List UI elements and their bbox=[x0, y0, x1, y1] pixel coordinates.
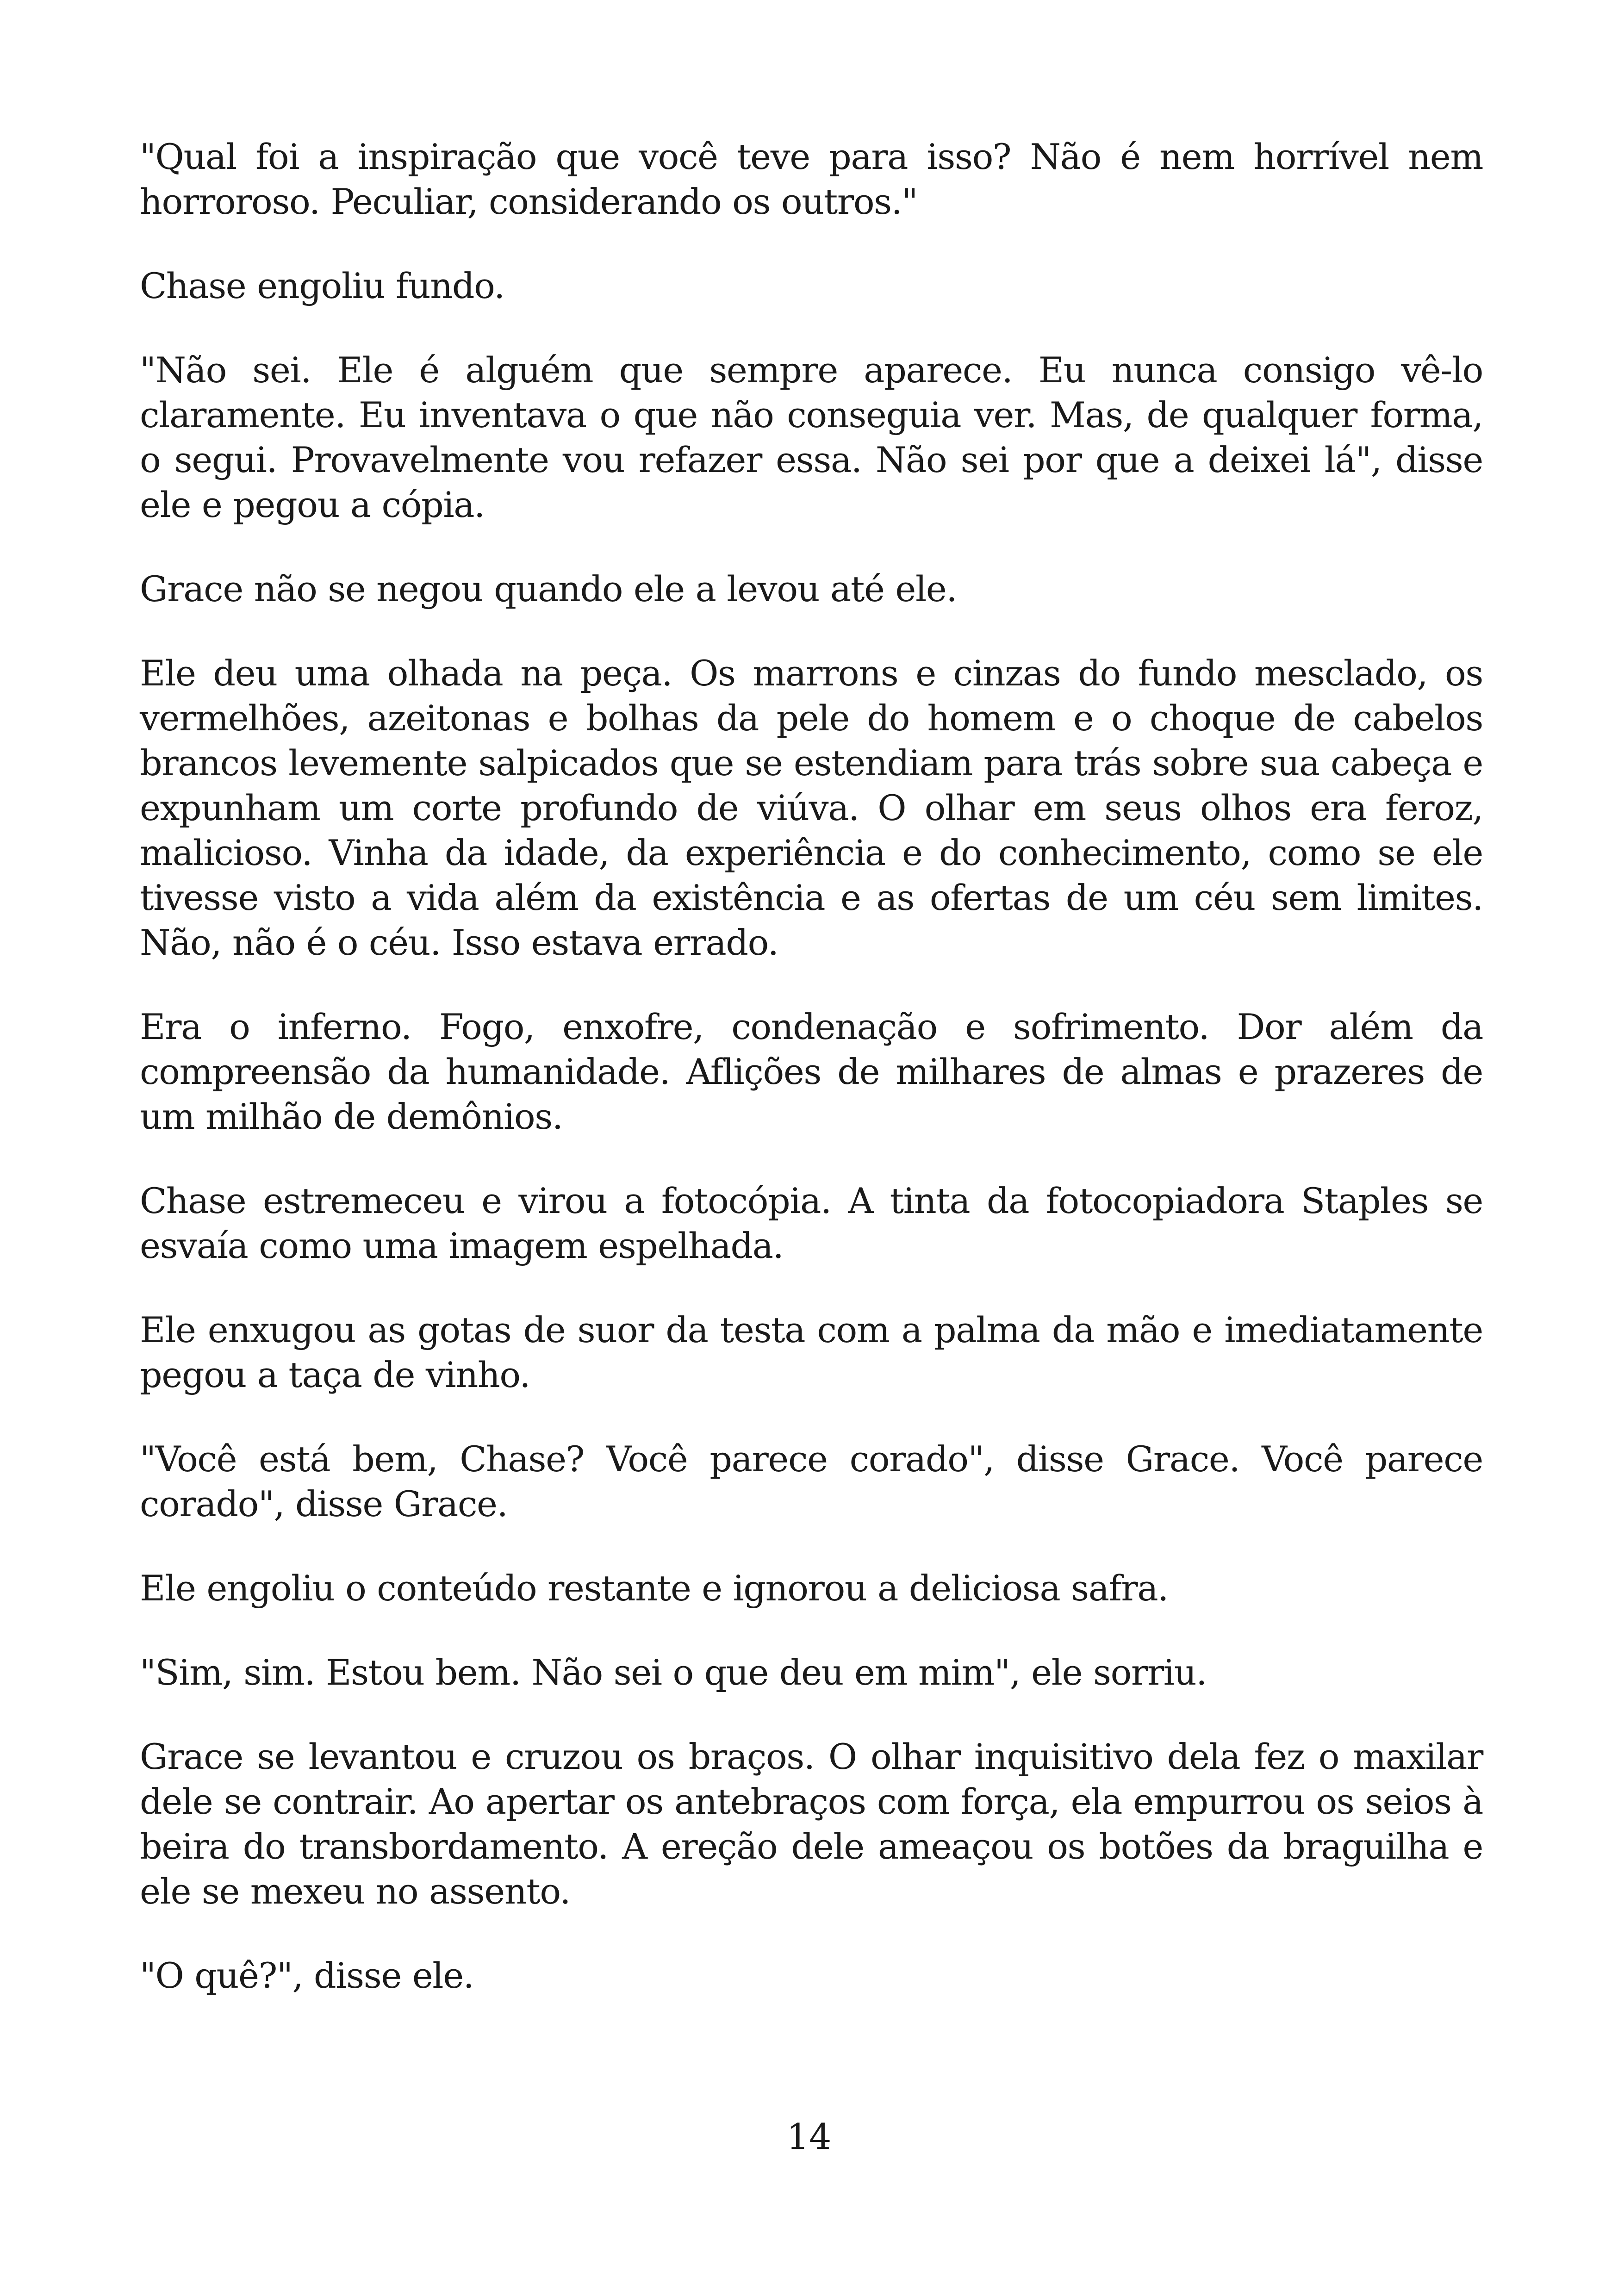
page-body bbox=[140, 134, 1483, 2037]
paragraph-13: "O quê?", disse ele. bbox=[140, 1955, 474, 1996]
paragraph-10: Ele engoliu o conteúdo restante e ignorou a deliciosa safra. bbox=[140, 1568, 1168, 1609]
paragraph-7: Chase estremeceu e virou a fotocópia. A tinta da fotocopiadora Staples se esvaía como uma imagem espelhada. bbox=[140, 1180, 1483, 1266]
page-number: 14 bbox=[786, 2116, 832, 2157]
paragraph-3: "Não sei. Ele é alguém que sempre aparece. Eu nunca consigo vê-lo claramente. Eu inventava o que não conseguia ver. Mas, de qualquer forma, o segui. Provavelmente vou refazer essa. Não sei por que a deixei lá", disse ele e pegou a cópia. bbox=[140, 349, 1483, 525]
paragraph-9: "Você está bem, Chase? Você parece corado", disse Grace. Você parece corado", disse Grace. bbox=[140, 1438, 1483, 1524]
paragraph-5: Ele deu uma olhada na peça. Os marrons e cinzas do fundo mesclado, os vermelhões, azeitonas e bolhas da pele do homem e o choque de cabelos brancos levemente salpicados que se estendiam para trás sobre sua cabeça e expunham um corte profundo de viúva. O olhar em seus olhos era feroz, malicioso. Vinha da idade, da experiência e do conhecimento, como se ele tivesse visto a vida além da existência e as ofertas de um céu sem limites. Não, não é o céu. Isso estava errado. bbox=[140, 653, 1483, 963]
paragraph-4: Grace não se negou quando ele a levou até ele. bbox=[140, 568, 957, 610]
paragraph-6: Era o inferno. Fogo, enxofre, condenação e sofrimento. Dor além da compreensão da humanidade. Aflições de milhares de almas e prazeres de um milhão de demônios. bbox=[140, 1006, 1483, 1137]
paragraph-8: Ele enxugou as gotas de suor da testa com a palma da mão e imediatamente pegou a taça de vinho. bbox=[140, 1309, 1483, 1395]
paragraph-11: "Sim, sim. Estou bem. Não sei o que deu em mim", ele sorriu. bbox=[140, 1652, 1207, 1693]
paragraph-1: "Qual foi a inspiração que você teve para isso? Não é nem horrível nem horroroso. Peculiar, considerando os outros." bbox=[140, 136, 1483, 222]
paragraph-12: Grace se levantou e cruzou os braços. O olhar inquisitivo dela fez o maxilar dele se contrair. Ao apertar os antebraços com força, ela empurrou os seios à beira do transbordamento. A ereção dele ameaçou os botões da braguilha e ele se mexeu no assento. bbox=[140, 1736, 1483, 1912]
paragraph-2: Chase engoliu fundo. bbox=[140, 265, 504, 306]
